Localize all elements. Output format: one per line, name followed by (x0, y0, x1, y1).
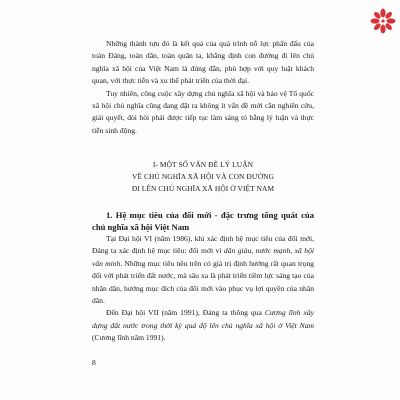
page-number: 8 (92, 358, 96, 367)
section-title (92, 159, 314, 194)
paragraph-challenges: Tuy nhiên, công cuộc xây dựng chủ nghĩa xã hội và bảo vệ Tổ quốc xã hội chủ nghĩa cũng đang đặt ra không ít vấn đề mới cần nghiên cứu, giải quyết, đòi hỏi phải được tiếp tục làm sáng tỏ bằng lý luận và thực tiễn sinh động. (92, 88, 314, 135)
paragraph-congress-vii-italic: Cương lĩnh xây dựng đất nước trong thời kỳ quá độ lên chủ nghĩa xã hội ở Việt Nam (92, 308, 314, 330)
paragraph-congress-vii-part1: Đến Đại hội VII (năm 1991), Đảng ta thông qua (106, 308, 265, 318)
paragraph-achievements: Những thành tựu đó là kết quả của quá trình nỗ lực phấn đấu của toàn Đảng, toàn dân, toàn quân ta, khẳng định con đường đi lên chủ nghĩa xã hội của Việt Nam là đúng đắn, phù hợp với quy luật khách quan, với thực tiễn và xu thế phát triển của thời đại. (92, 39, 314, 86)
section-title-line3: ĐI LÊN CHỦ NGHĨA XÃ HỘI Ở VIỆT NAM (131, 183, 275, 193)
paragraph-congress-vi (92, 233, 314, 307)
paragraph-congress-vii-part2: (Cương lĩnh năm 1991). (92, 333, 166, 343)
subheading: 1. Hệ mục tiêu của đổi mới - đặc trưng tổng quát của chủ nghĩa xã hội Việt Nam (92, 209, 314, 232)
paragraph-congress-vi-italic: dân giàu, nước mạnh, xã hội văn minh (92, 246, 314, 268)
paragraph-congress-vii (92, 307, 314, 344)
section-title-line1: I- MỘT SỐ VẤN ĐỀ LÝ LUẬN (152, 160, 254, 170)
paragraph-congress-vi-part2: . Những mục tiêu nêu trên có giá trị định hướng rất quan trọng đối với phát triển đất nước, mà sâu xa là phát triển tiềm lực sáng tạo của nhân dân, hướng mục đích của đổi mới vào phục vụ lợi quyền của nhân dân. (92, 258, 314, 306)
page-body (92, 38, 314, 345)
section-title-line2: VỀ CHỦ NGHĨA XÃ HỘI VÀ CON ĐƯỜNG (131, 172, 275, 182)
paragraph-congress-vi-part1: Tại Đại hội VI (năm 1986), khi xác định hệ mục tiêu của đổi mới, Đảng ta xác định hệ mục tiêu: đổi mới vì (92, 234, 314, 256)
flower-emblem-icon (370, 8, 396, 34)
